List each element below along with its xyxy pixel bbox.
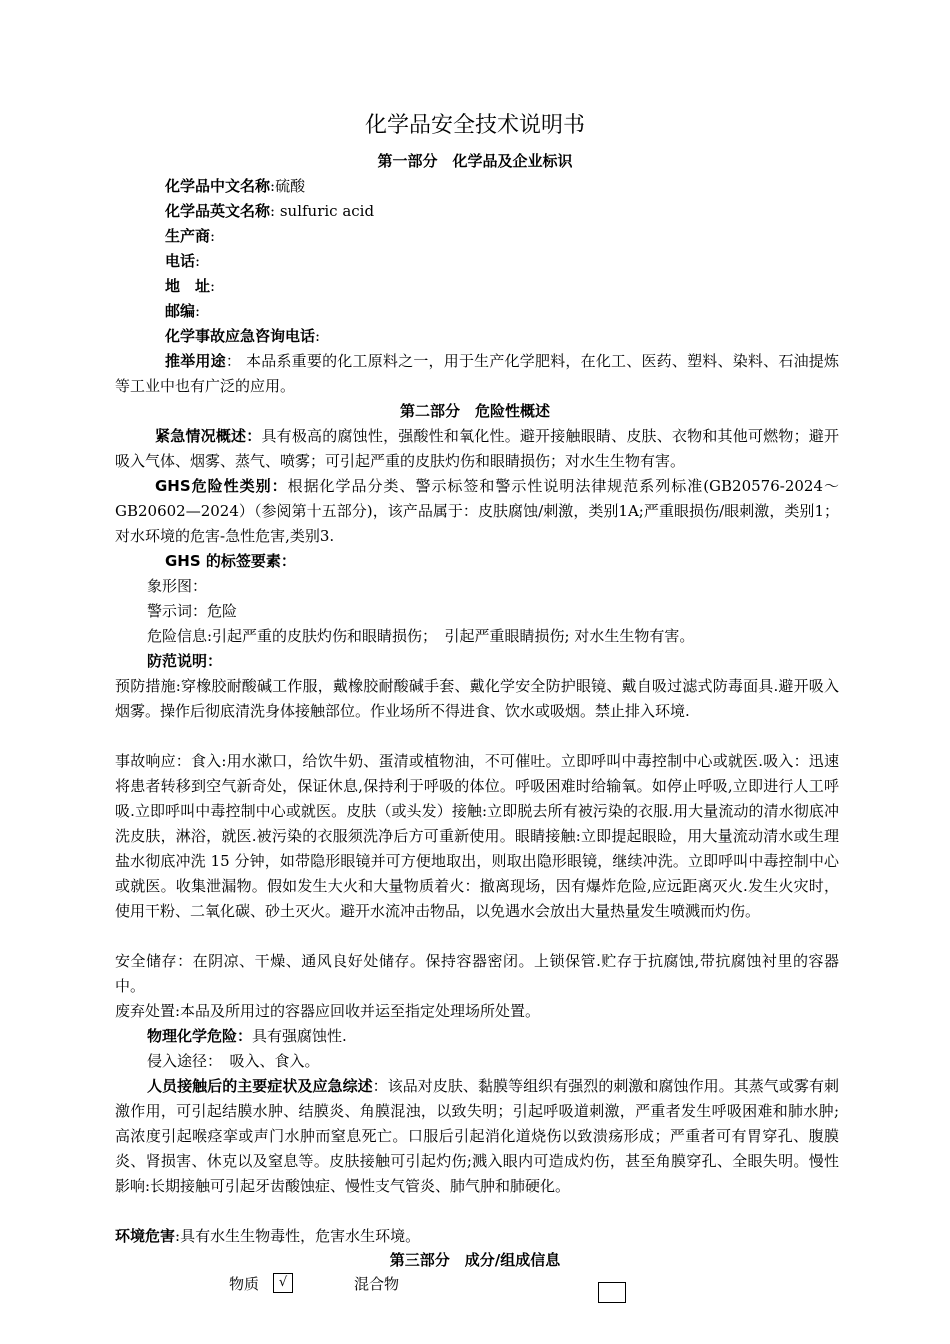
en-name-row [165,199,374,224]
address-row [165,274,215,299]
physchem-row [147,1024,347,1049]
cn-name-row [165,174,305,199]
physchem-text: 具有强腐蚀性. [252,1027,347,1045]
ghs-category-text: 根据化学品分类、警示标签和警示性说明法律规范系列标准(GB20576-2024～GB20602—2024）（参阅第十五部分)，该产品属于：皮肤腐蚀/刺激，类别1A;严重眼损伤/眼刺激，类别1；对水环境的危害-急性危害,类别3. [115,477,840,545]
env-hazard-label: 环境危害 [115,1227,176,1245]
env-hazard-row [115,1224,420,1249]
section-heading-part1: 第一部分 化学品及企业标识 [377,152,573,170]
hazard-info-line: 危险信息:引起严重的皮肤灼伤和眼睛损伤； 引起严重眼睛损伤; 对水生生物有害。 [147,627,695,645]
ghs-category-paragraph [115,474,839,549]
postcode-row [165,299,200,324]
emergency-overview-label: 紧急情况概述： [155,427,262,445]
physchem-label: 物理化学危险： [147,1027,253,1045]
phone-value: : [195,252,201,270]
address-label: 地 址 [165,277,211,295]
emergency-overview-text: 具有极高的腐蚀性，强酸性和氧化性。避开接触眼睛、皮肤、衣物和其他可燃物；避开吸入气体、烟雾、蒸气、喷雾；可引起严重的皮肤灼伤和眼睛损伤；对水生生物有害。 [115,427,839,470]
usage-label: 推举用途 [165,352,226,370]
postcode-value: : [195,302,201,320]
storage-paragraph: 安全储存：在阴凉、干燥、通风良好处储存。保持容器密闭。上锁保管.贮存于抗腐蚀,带抗腐蚀衬里的容器中。 [115,952,839,995]
producer-row [165,224,215,249]
en-name-value: : sulfuric acid [270,202,375,220]
ghs-category-label: GHS危险性类别： [155,477,288,495]
cn-name-label: 化学品中文名称 [165,177,271,195]
phone-row [165,249,200,274]
postcode-label: 邮编 [165,302,196,320]
env-hazard-text: :具有水生生物毒性，危害水生环境。 [175,1227,421,1245]
producer-value: : [210,227,216,245]
ghs-label-elements-heading: GHS 的标签要素： [165,552,296,570]
section-heading-part2: 第二部分 危险性概述 [399,402,550,420]
disposal-paragraph: 废弃处置:本品及所用过的容器应回收并运至指定处理场所处置。 [115,1002,541,1020]
en-name-label: 化学品英文名称 [165,202,271,220]
routes-line: 侵入途径： 吸入、食入。 [147,1052,320,1070]
cn-name-value: :硫酸 [270,177,306,195]
emergency-phone-label: 化学事故应急咨询电话 [165,327,316,345]
signal-word-line: 警示词：危险 [147,602,238,620]
document-title: 化学品安全技术说明书 [364,113,585,138]
emergency-overview-paragraph [115,424,839,474]
symptoms-label: 人员接触后的主要症状及应急综述 [147,1077,373,1095]
producer-label: 生产商 [165,227,211,245]
mixture-checkbox[interactable] [598,1282,626,1303]
address-value: : [210,277,216,295]
phone-label: 电话 [165,252,196,270]
response-paragraph: 事故响应：食入:用水漱口，给饮牛奶、蛋清或植物油，不可催吐。立即呼叫中毒控制中心或就医.吸入：迅速将患者转移到空气新奇处，保证休息,保持利于呼吸的体位。呼吸困难时给输氧。如停止呼吸,立即进行人工呼吸.立即呼叫中毒控制中心或就医。皮肤（或头发）接触:立即脱去所有被污染的衣服.用大量流动的清水彻底冲洗皮肤，淋浴，就医.被污染的衣服须洗净后方可重新使用。眼睛接触:立即提起眼睑，用大量流动清水或生理盐水彻底冲洗 15 分钟，如带隐形眼镜并可方便地取出，则取出隐形眼镜，继续冲洗。立即呼叫中毒控制中心或就医。收集泄漏物。假如发生大火和大量物质着火：撤离现场，因有爆炸危险,应远距离灭火.发生火灾时，使用干粉、二氧化碳、砂土灭火。避开水流冲击物品，以免遇水会放出大量热量发生喷溅而灼伤。 [115,752,839,920]
precaution-heading: 防范说明： [147,652,223,670]
emergency-phone-value: : [315,327,321,345]
usage-text: ： 本品系重要的化工原料之一，用于生产化学肥料，在化工、医药、塑料、染料、石油提炼等工业中也有广泛的应用。 [115,352,839,395]
section-heading-part3: 第三部分 成分/组成信息 [389,1251,561,1269]
substance-label: 物质 [229,1275,260,1293]
symptoms-paragraph [115,1074,839,1199]
pictogram-line: 象形图： [147,577,208,595]
symptoms-text: ：该品对皮肤、黏膜等组织有强烈的刺激和腐蚀作用。其蒸气或雾有刺激作用，可引起结膜水肿、结膜炎、角膜混浊，以致失明；引起呼吸道刺激，严重者发生呼吸困难和肺水肿;高浓度引起喉痉挛或声门水肿而窒息死亡。口服后引起消化道烧伤以致溃疡形成；严重者可有胃穿孔、腹膜炎、肾损害、休克以及窒息等。皮肤接触可引起灼伤;溅入眼内可造成灼伤，甚至角膜穿孔、全眼失明。慢性影响:长期接触可引起牙齿酸蚀症、慢性支气管炎、肺气肿和肺硬化。 [115,1077,839,1195]
substance-checkbox[interactable]: √ [273,1273,293,1293]
prevention-paragraph: 预防措施:穿橡胶耐酸碱工作服，戴橡胶耐酸碱手套、戴化学安全防护眼镜、戴自吸过滤式防毒面具.避开吸入烟雾。操作后彻底清洗身体接触部位。作业场所不得进食、饮水或吸烟。禁止排入环境. [115,677,839,720]
mixture-label: 混合物 [354,1275,400,1293]
emergency-phone-row [165,324,320,349]
usage-paragraph [115,349,839,399]
